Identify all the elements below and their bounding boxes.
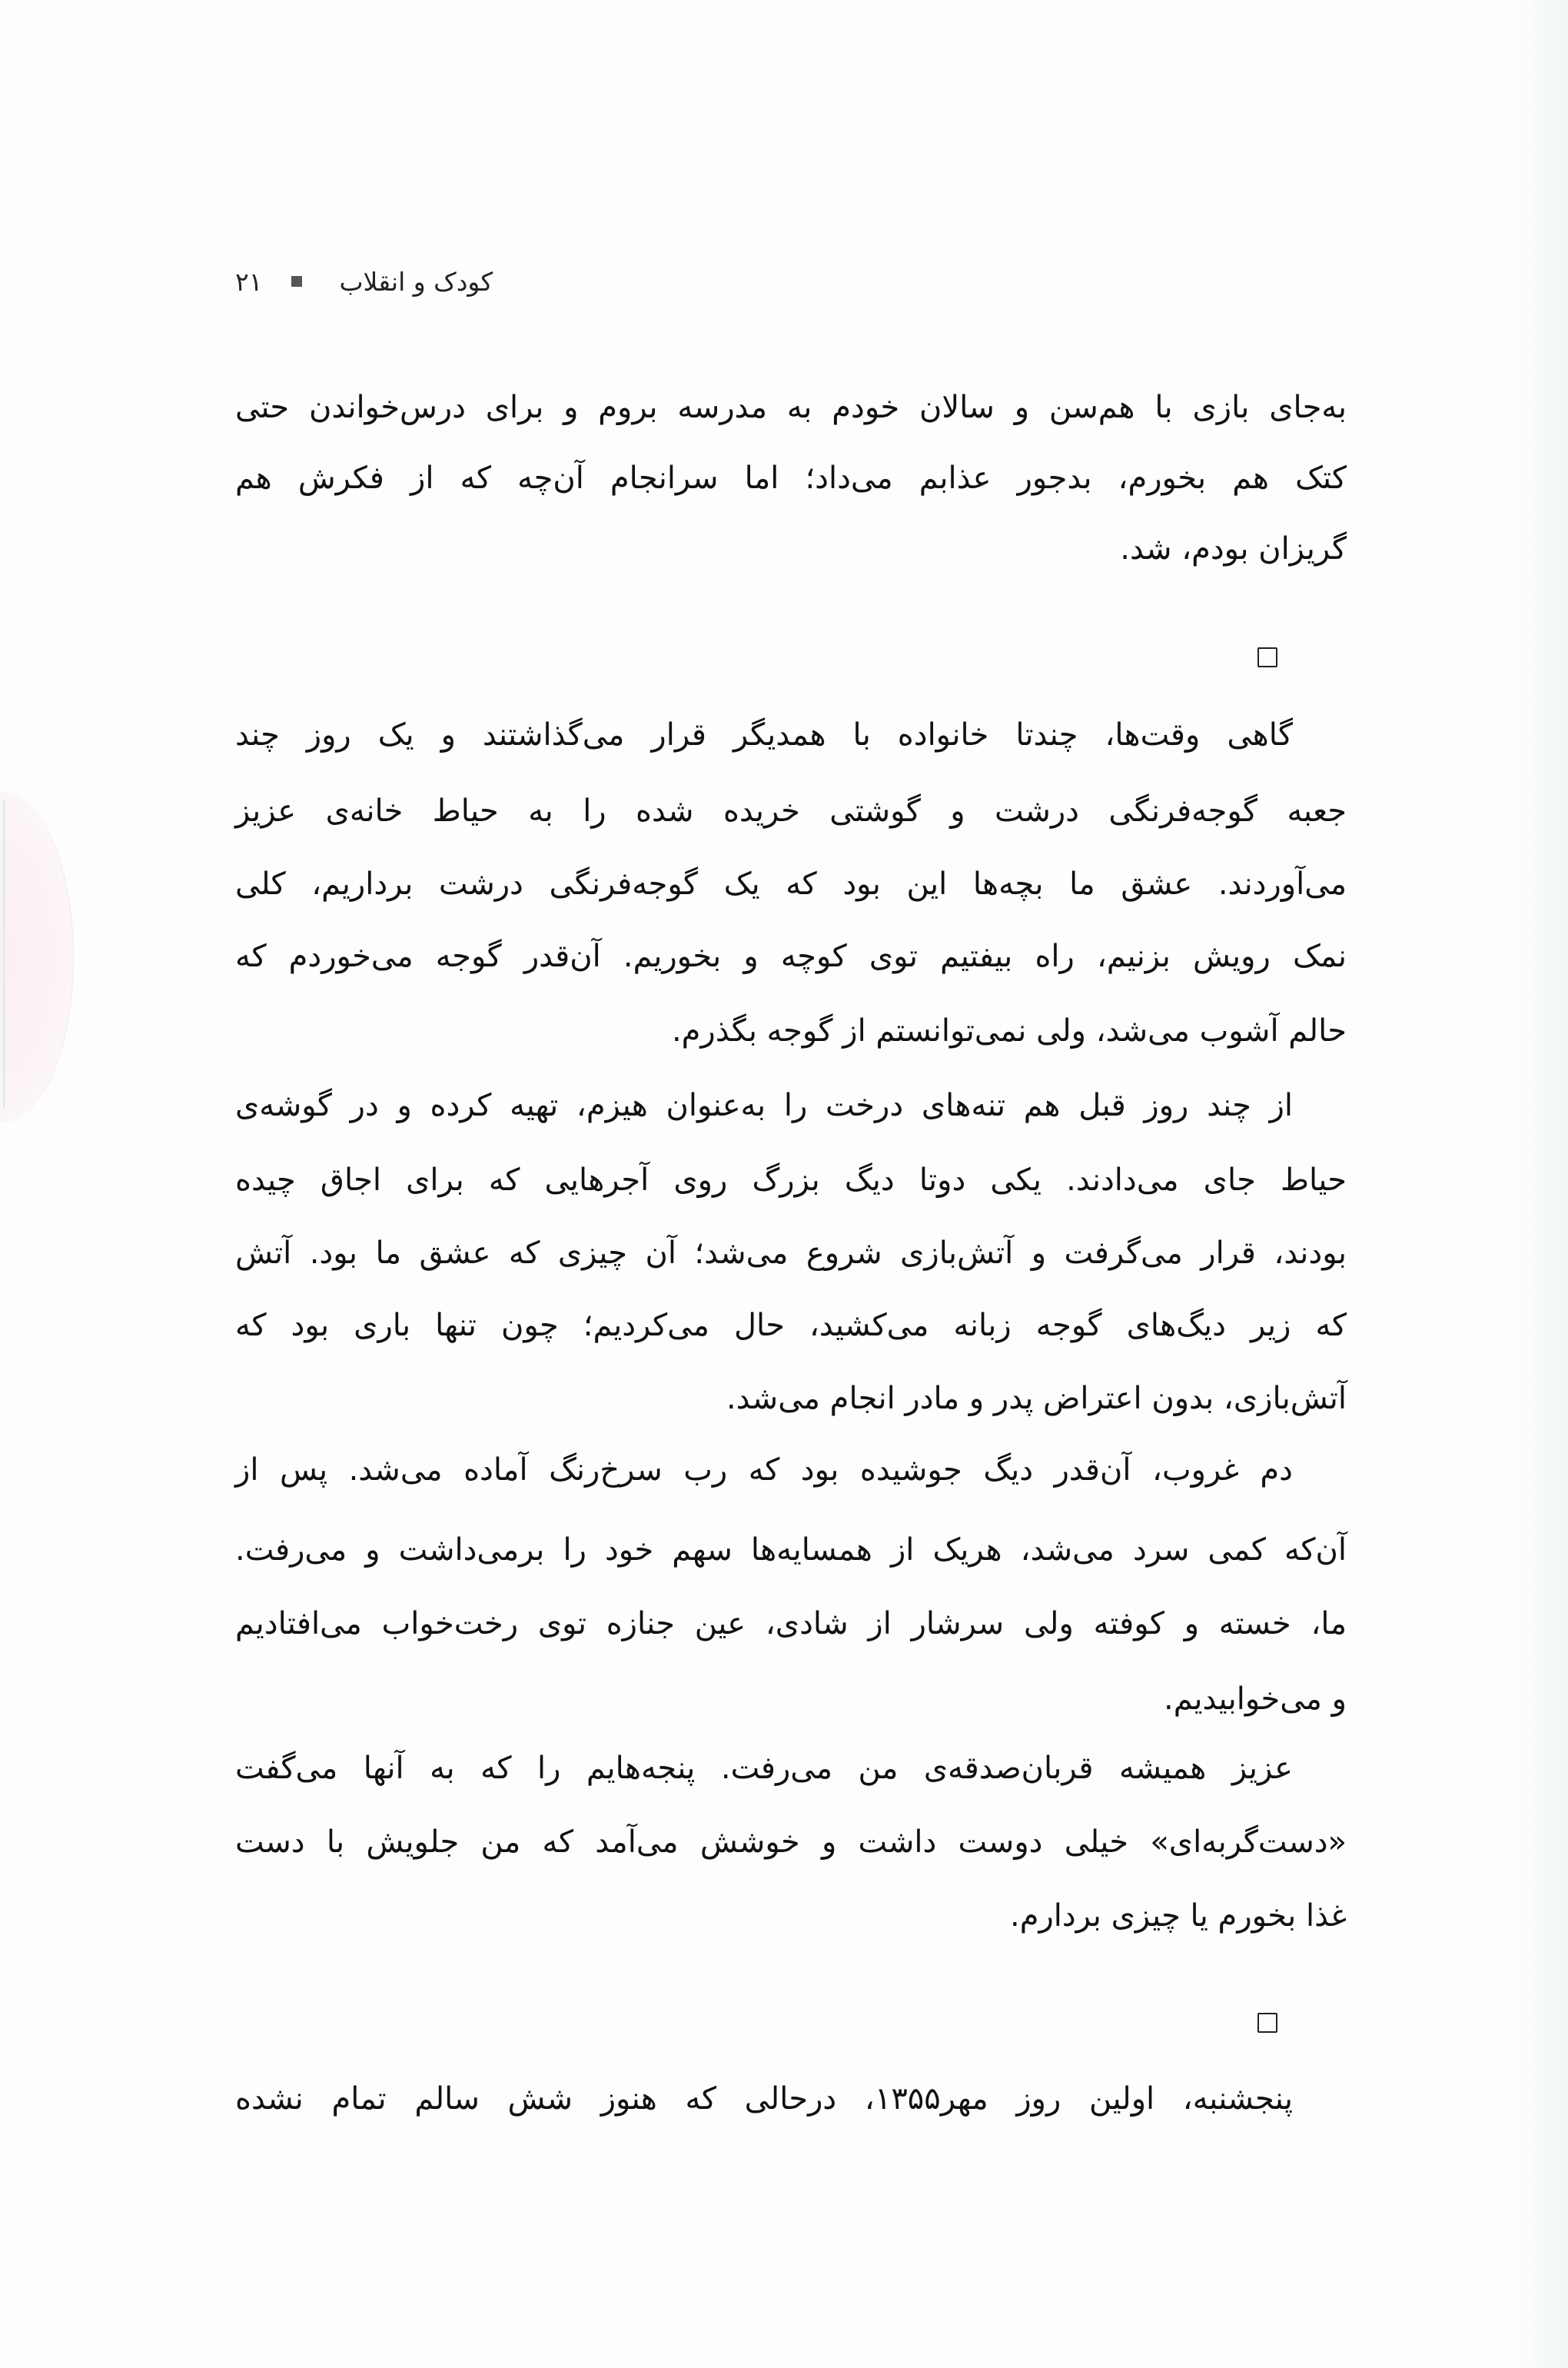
text-line: پنجشنبه، اولین روز مهر۱۳۵۵، درحالی که هنوز شش سالم تمام نشده xyxy=(235,2081,1294,2117)
paper-edge-stain xyxy=(0,792,74,1122)
text-line: «دست‌گربه‌ای» خیلی دوست داشت و خوشش می‌آمد که من جلویش با دست xyxy=(235,1824,1347,1860)
page-number: ۲۱ xyxy=(235,266,263,297)
paper-edge-line xyxy=(3,800,5,1107)
text-line: آتش‌بازی، بدون اعتراض پدر و مادر انجام می‌شد. xyxy=(726,1381,1347,1416)
page-edge-shade xyxy=(1514,0,1568,2368)
header-separator-square-icon xyxy=(291,276,302,287)
text-line: به‌جای بازی با هم‌سن و سالان خودم به مدرسه بروم و برای درس‌خواندن حتی xyxy=(235,390,1347,425)
text-line: از چند روز قبل هم تنه‌های درخت را به‌عنوان هیزم، تهیه کرده و در گوشه‌ی xyxy=(235,1088,1293,1123)
text-line: غذا بخورم یا چیزی بردارم. xyxy=(1009,1898,1347,1934)
text-line: نمک رویش بزنیم، راه بیفتیم توی کوچه و بخوریم. آن‌قدر گوجه می‌خوردم که xyxy=(235,939,1347,974)
text-line: بودند، قرار می‌گرفت و آتش‌بازی شروع می‌شد؛ آن چیزی که عشق ما بود. آتش xyxy=(235,1236,1347,1271)
running-header xyxy=(235,258,493,304)
text-line: عزیز همیشه قربان‌صدقه‌ی من می‌رفت. پنجه‌هایم را که به آنها می‌گفت xyxy=(235,1751,1293,1786)
text-line: که زیر دیگ‌های گوجه زبانه می‌کشید، حال می‌کردیم؛ چون تنها باری بود که xyxy=(235,1308,1347,1343)
section-break-square-icon xyxy=(1257,2013,1277,2033)
text-line: و می‌خوابیدیم. xyxy=(1164,1681,1347,1717)
text-line: گریزان بودم، شد. xyxy=(1120,531,1347,567)
section-break-square-icon xyxy=(1257,647,1277,667)
text-line: می‌آوردند. عشق ما بچه‌ها این بود که یک گوجه‌فرنگی درشت برداریم، کلی xyxy=(235,866,1347,902)
text-line: حیاط جای می‌دادند. یکی دوتا دیگ بزرگ روی آجرهایی که برای اجاق چیده xyxy=(235,1162,1347,1198)
running-title: کودک و انقلاب xyxy=(339,266,493,297)
text-line: جعبه گوجه‌فرنگی درشت و گوشتی خریده شده را به حیاط خانه‌ی عزیز xyxy=(235,793,1347,829)
text-line: حالم آشوب می‌شد، ولی نمی‌توانستم از گوجه بگذرم. xyxy=(671,1013,1347,1049)
text-line: دم غروب، آن‌قدر دیگ جوشیده بود که رب سرخ‌رنگ آماده می‌شد. پس از xyxy=(235,1452,1293,1488)
text-line: گاهی وقت‌ها، چندتا خانواده با همدیگر قرار می‌گذاشتند و یک روز چند xyxy=(235,717,1293,753)
text-line: کتک هم بخورم، بدجور عذابم می‌داد؛ اما سرانجام آن‌چه که از فکرش هم xyxy=(235,461,1347,496)
text-line: آن‌که کمی سرد می‌شد، هریک از همسایه‌ها سهم خود را برمی‌داشت و می‌رفت. xyxy=(235,1532,1347,1568)
text-line: ما، خسته و کوفته ولی سرشار از شادی، عین جنازه توی رخت‌خواب می‌افتادیم xyxy=(235,1606,1347,1641)
